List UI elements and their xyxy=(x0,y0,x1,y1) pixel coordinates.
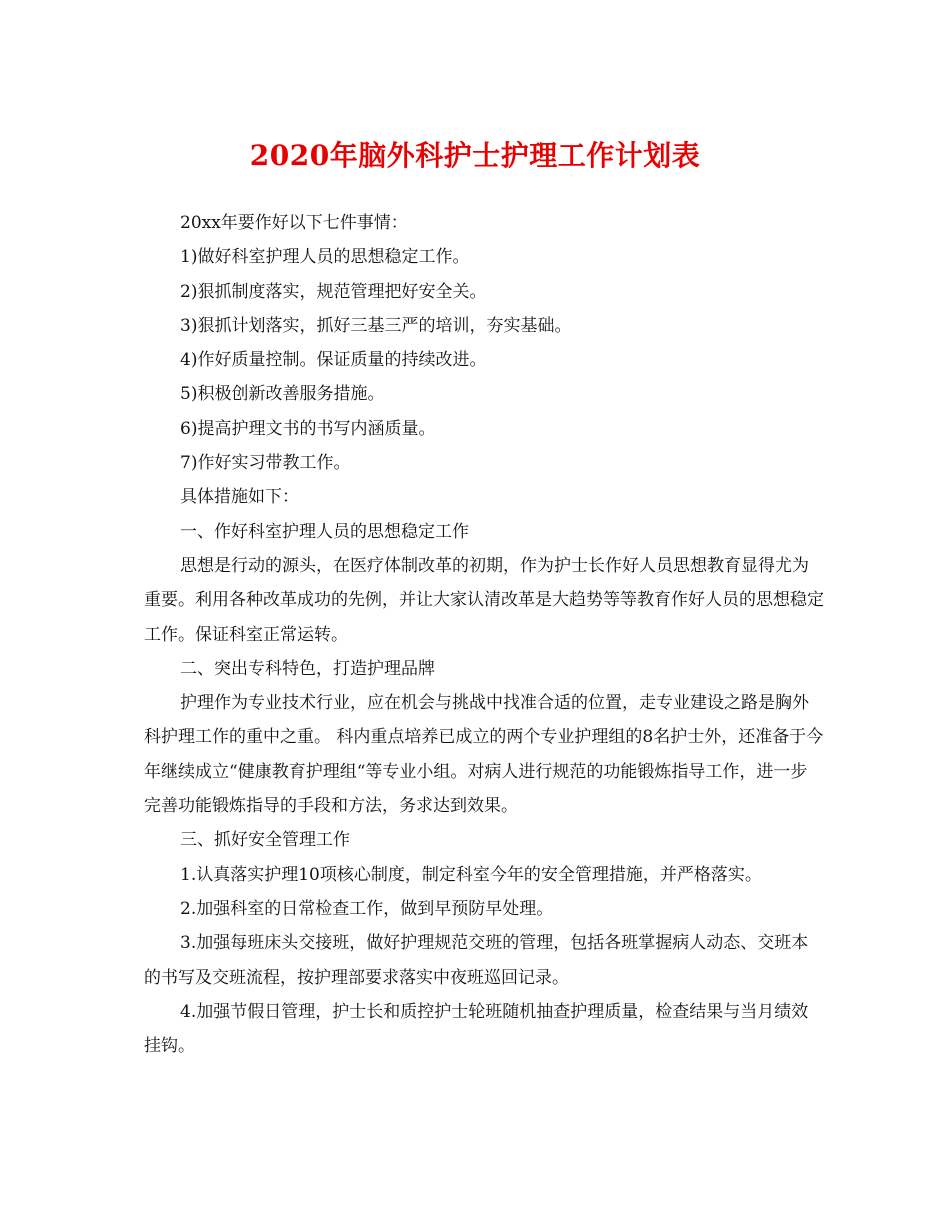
section-paragraph: 思想是行动的源头，在医疗体制改革的初期，作为护士长作好人员思想教育显得尤为重要。利用各种改革成功的先例，并让大家认清改革是大趋势等等教育作好人员的思想稳定工作。保证科室正常运转。 xyxy=(144,555,824,645)
document-title: 2020年脑外科护士护理工作计划表 xyxy=(249,139,701,172)
document-body xyxy=(144,206,824,1063)
list-item: 7)作好实习带教工作。 xyxy=(180,453,351,474)
list-item: 5)积极创新改善服务措施。 xyxy=(180,384,385,405)
list-item: 4)作好质量控制。保证质量的持续改进。 xyxy=(180,350,487,371)
list-item: 1)做好科室护理人员的思想稳定工作。 xyxy=(180,247,470,268)
list-item: 6)提高护理文书的书写内涵质量。 xyxy=(180,418,436,439)
list-item: 2)狠抓制度落实，规范管理把好安全关。 xyxy=(180,281,487,302)
section-heading: 三、抓好安全管理工作 xyxy=(180,830,350,851)
list-item: 3)狠抓计划落实，抓好三基三严的培训，夯实基础。 xyxy=(180,315,572,336)
list-item: 4.加强节假日管理，护士长和质控护士轮班随机抽查护理质量，检查结果与当月绩效挂钩。 xyxy=(144,1001,809,1057)
list-item: 1.认真落实护理10项核心制度，制定科室今年的安全管理措施，并严格落实。 xyxy=(180,864,762,885)
section-heading: 二、突出专科特色，打造护理品牌 xyxy=(180,658,435,679)
list-item: 3.加强每班床头交接班，做好护理规范交班的管理，包括各班掌握病人动态、交班本的书写及交班流程，按护理部要求落实中夜班巡回记录。 xyxy=(144,933,809,988)
section-paragraph: 护理作为专业技术行业，应在机会与挑战中找准合适的位置，走专业建设之路是胸外科护理工作的重中之重。 科内重点培养已成立的两个专业护理组的8名护士外，还准备于今年继续成立“健康教育护理组“等专业小组。对病人进行规范的功能锻炼指导工作，进一步完善功能锻炼指导的手段和方法，务求达到效果。 xyxy=(144,693,824,817)
list-item: 2.加强科室的日常检查工作，做到早预防早处理。 xyxy=(180,898,554,919)
section-heading: 一、作好科室护理人员的思想稳定工作 xyxy=(180,521,469,542)
measures-intro: 具体措施如下： xyxy=(180,487,299,508)
intro-line: 20xx年要作好以下七件事情： xyxy=(180,213,408,233)
